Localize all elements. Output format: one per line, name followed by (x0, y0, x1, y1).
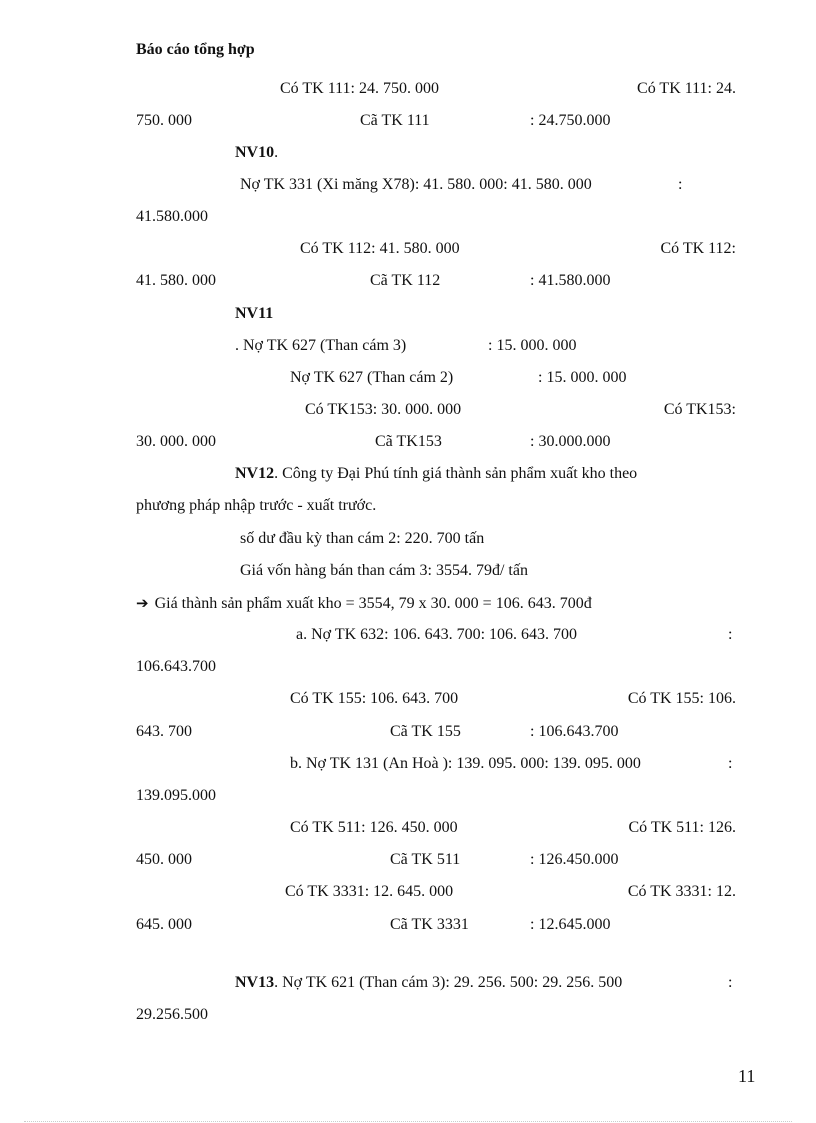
entry-line: : (728, 626, 733, 643)
entry-line: 106.643.700 (136, 658, 216, 675)
result-line (136, 593, 592, 614)
entry-line: Cã TK 511 (390, 851, 461, 868)
entry-line: 139.095.000 (136, 787, 216, 804)
entry-line: 643. 700 (136, 723, 192, 740)
entry-line: : (678, 176, 683, 193)
entry-line: . Nợ TK 627 (Than cám 3) (235, 337, 407, 354)
entry-line: 41. 580. 000 (136, 272, 216, 289)
entry-line: Có TK 111: 24. (637, 80, 736, 97)
entry-line: Cã TK 112 (370, 272, 441, 289)
entry-line: Cã TK 155 (390, 723, 461, 740)
entry-line: Có TK 511: 126. 450. 000 (290, 819, 458, 836)
section-label: NV12 (235, 465, 275, 482)
entry-line: Cã TK 3331 (390, 916, 469, 933)
entry-line: Có TK 3331: 12. (627, 883, 736, 900)
arrow-right-icon: ➔ (136, 594, 149, 612)
entry-line: : (728, 974, 733, 991)
entry-line: : 41.580.000 (530, 272, 611, 289)
entry-line: Cã TK 111 (360, 112, 430, 129)
entry-line: : 15. 000. 000 (488, 337, 577, 354)
entry-line: Có TK 155: 106. 643. 700 (290, 690, 459, 707)
paragraph-text: Giá vốn hàng bán than cám 3: 3554. 79đ/ tấn (240, 562, 528, 579)
entry-line: : 30.000.000 (530, 433, 611, 450)
entry-line: : 126.450.000 (530, 851, 619, 868)
page-title: Báo cáo tổng hợp (136, 41, 255, 58)
paragraph-text: số dư đầu kỳ than cám 2: 220. 700 tấn (240, 530, 485, 547)
section-dot: . (274, 144, 279, 161)
entry-line: b. Nợ TK 131 (An Hoà ): 139. 095. 000: 139. 095. 000 (290, 755, 641, 772)
paragraph-text: . Công ty Đại Phú tính giá thành sản phẩm xuất kho theo (274, 465, 638, 482)
entry-line: Cã TK153 (375, 433, 442, 450)
entry-line: Có TK 112: (660, 240, 736, 257)
entry-line: Có TK 511: 126. (628, 819, 736, 836)
entry-line: Có TK153: (663, 401, 736, 418)
section-label: NV13 (235, 974, 275, 991)
entry-line: : 24.750.000 (530, 112, 611, 129)
entry-line: Có TK 3331: 12. 645. 000 (285, 883, 454, 900)
section-nv11: NV11 (235, 305, 274, 322)
section-label: NV10 (235, 144, 275, 161)
entry-line: : (728, 755, 733, 772)
entry-line: Có TK 111: 24. 750. 000 (280, 80, 439, 97)
section-nv12 (235, 464, 637, 484)
entry-line: a. Nợ TK 632: 106. 643. 700: 106. 643. 700 (296, 626, 578, 643)
entry-line: : 12.645.000 (530, 916, 611, 933)
page-number: 11 (738, 1066, 756, 1086)
entry-line: Nợ TK 627 (Than cám 2) (290, 369, 454, 386)
entry-line: 41.580.000 (136, 208, 208, 225)
entry-line: 29.256.500 (136, 1006, 208, 1023)
entry-line: 450. 000 (136, 851, 192, 868)
entry-line: 645. 000 (136, 916, 192, 933)
result-text: Giá thành sản phẩm xuất kho = 3554, 79 x 30. 000 = 106. 643. 700đ (154, 595, 592, 612)
entry-line: Có TK 155: 106. (627, 690, 736, 707)
entry-line: Nợ TK 331 (Xi măng X78): 41. 580. 000: 41. 580. 000 (240, 176, 592, 193)
entry-line: : 15. 000. 000 (538, 369, 627, 386)
page-bottom-divider (24, 1121, 792, 1122)
paragraph-text: phương pháp nhập trước - xuất trước. (136, 497, 377, 514)
section-nv13 (235, 973, 622, 993)
entry-line: Có TK 112: 41. 580. 000 (300, 240, 460, 257)
entry-line: 750. 000 (136, 112, 192, 129)
entry-line: 30. 000. 000 (136, 433, 216, 450)
section-nv10 (235, 143, 278, 163)
entry-line: Có TK153: 30. 000. 000 (305, 401, 462, 418)
entry-line: : 106.643.700 (530, 723, 619, 740)
entry-text: . Nợ TK 621 (Than cám 3): 29. 256. 500: 29. 256. 500 (274, 974, 623, 991)
